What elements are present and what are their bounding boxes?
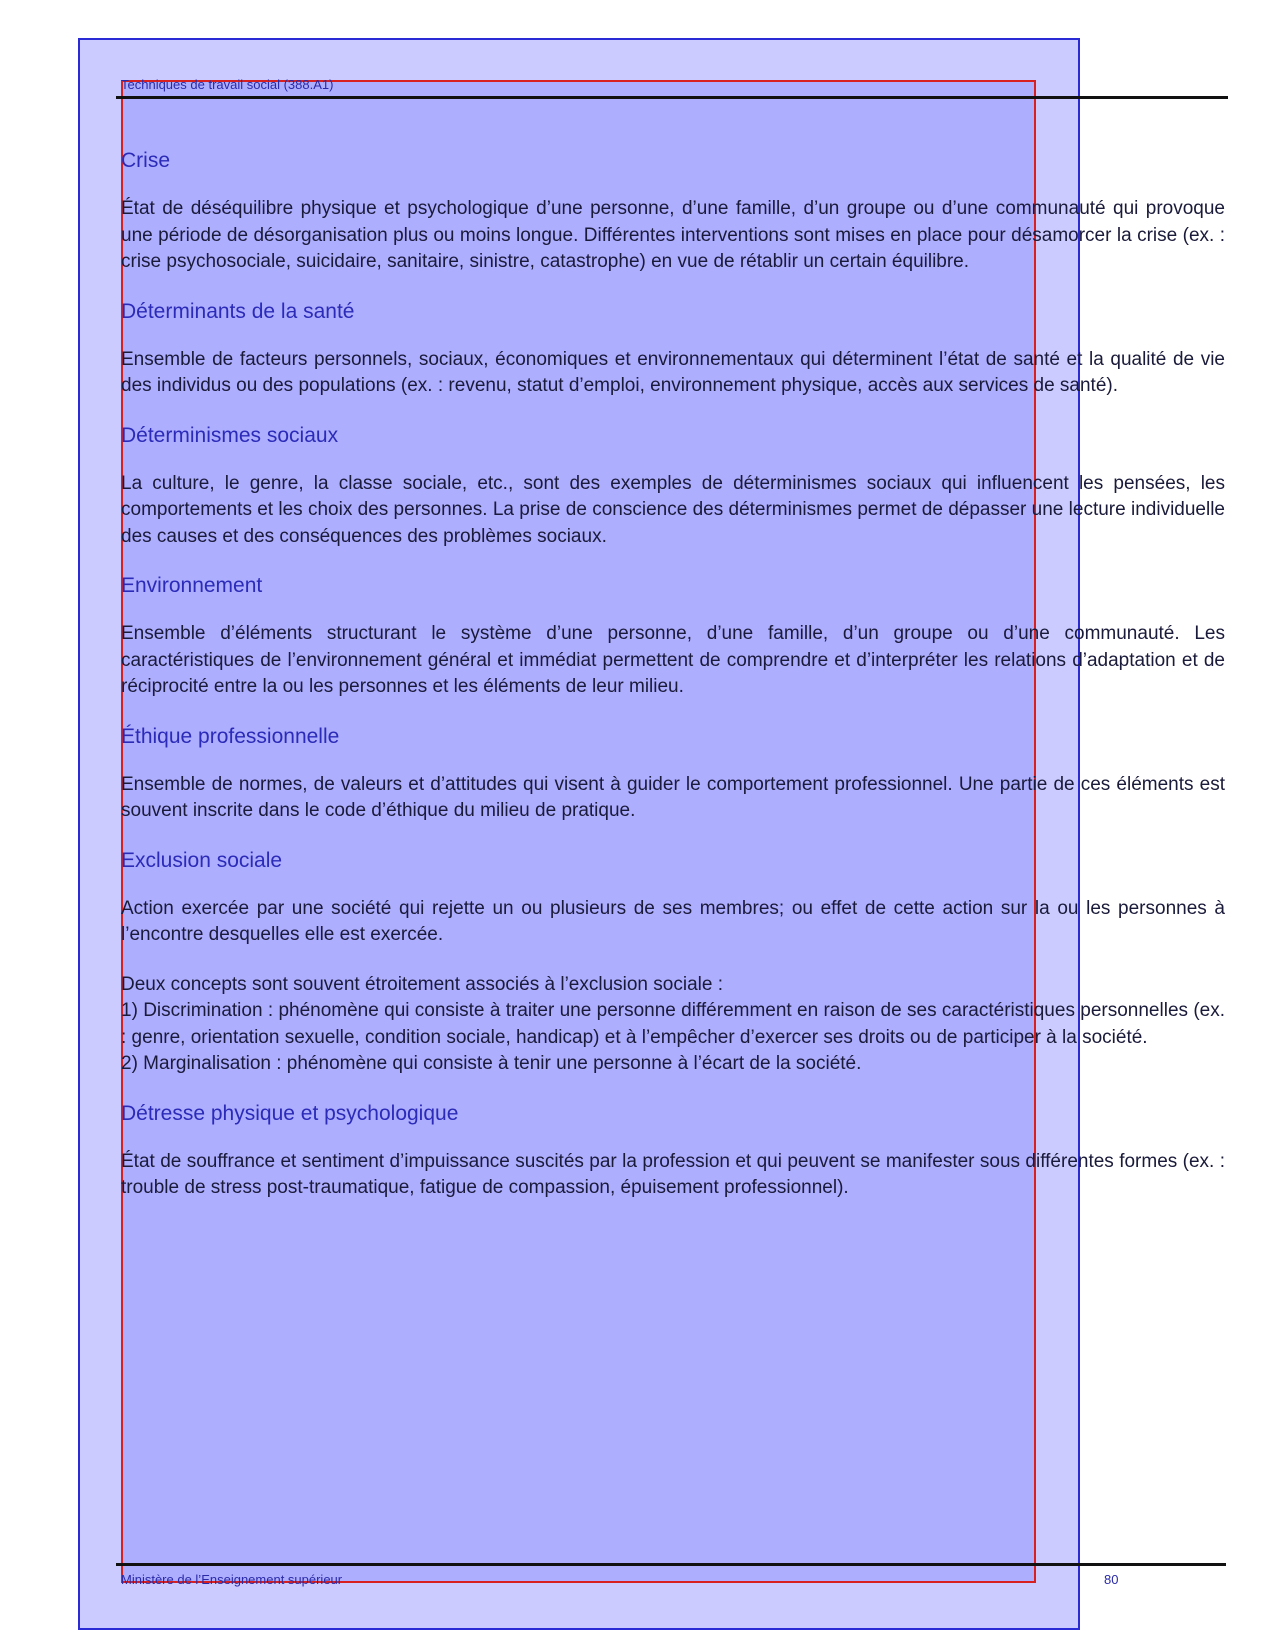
definition-crise: État de déséquilibre physique et psychologique d’une personne, d’une famille, d’un groupe ou d’une communauté qui provoque une période de désorganisation plus ou moins longue. Différentes interventions sont mises en place pour désamorcer la crise (ex. : crise psychosociale, suicidaire, sanitaire, sinistre, catastrophe) en vue de rétablir un certain équilibre. xyxy=(121,198,1225,272)
header-rule xyxy=(116,96,1228,99)
exclusion-item-marginalisation: 2) Marginalisation : phénomène qui consiste à tenir une personne à l’écart de la société. xyxy=(121,1053,862,1074)
glossary-content xyxy=(121,148,1225,1225)
exclusion-intro: Deux concepts sont souvent étroitement associés à l’exclusion sociale : xyxy=(121,973,723,995)
definition-exclusion-sociale: Action exercée par une société qui rejette un ou plusieurs de ses membres; ou effet de cette action sur la ou les personnes à l’encontre desquelles elle est exercée. xyxy=(121,897,1225,945)
definition-detresse: État de souffrance et sentiment d’impuissance suscités par la profession et qui peuvent se manifester sous différentes formes (ex. : trouble de stress post-traumatique, fatigue de compassion, épuisement professionnel). xyxy=(121,1150,1225,1198)
term-crise: Crise xyxy=(121,149,171,172)
term-detresse: Détresse physique et psychologique xyxy=(121,1101,459,1125)
running-footer: Ministère de l’Enseignement supérieur xyxy=(121,1572,343,1587)
term-ethique-professionnelle: Éthique professionnelle xyxy=(121,724,340,748)
term-determinismes-sociaux: Déterminismes sociaux xyxy=(121,423,339,447)
definition-ethique-professionnelle: Ensemble de normes, de valeurs et d’attitudes qui visent à guider le comportement professionnel. Une partie de ces éléments est souvent inscrite dans le code d’éthique du milieu de pratique. xyxy=(121,773,1225,821)
term-determinants-sante: Déterminants de la santé xyxy=(121,299,355,323)
running-header: Techniques de travail social (388.A1) xyxy=(121,77,334,92)
footer-rule xyxy=(116,1563,1226,1566)
term-environnement: Environnement xyxy=(121,574,263,597)
definition-environnement: Ensemble d’éléments structurant le système d’une personne, d’une famille, d’un groupe ou d’une communauté. Les caractéristiques de l’environnement général et immédiat permettent de comprendre et d’interpréter les relations d’adaptation et de réciprocité entre la ou les personnes et les éléments de leur milieu. xyxy=(121,623,1225,697)
page-number: 80 xyxy=(1104,1572,1119,1587)
term-exclusion-sociale: Exclusion sociale xyxy=(121,848,283,872)
definition-determinants-sante: Ensemble de facteurs personnels, sociaux, économiques et environnementaux qui déterminent l’état de santé et la qualité de vie des individus ou des populations (ex. : revenu, statut d’emploi, environnement physique, accès aux services de santé). xyxy=(121,348,1225,396)
definition-determinismes-sociaux: La culture, le genre, la classe sociale, etc., sont des exemples de déterminismes sociaux qui influencent les pensées, les comportements et les choix des personnes. La prise de conscience des déterminismes permet de dépasser une lecture individuelle des causes et des conséquences des problèmes sociaux. xyxy=(121,472,1225,547)
exclusion-item-discrimination: 1) Discrimination : phénomène qui consiste à traiter une personne différemment en raison de ses caractéristiques personnelles (ex. : genre, orientation sexuelle, condition sociale, handicap) et à l’empêcher d’exercer ses droits ou de participer à la société. xyxy=(121,1000,1225,1048)
